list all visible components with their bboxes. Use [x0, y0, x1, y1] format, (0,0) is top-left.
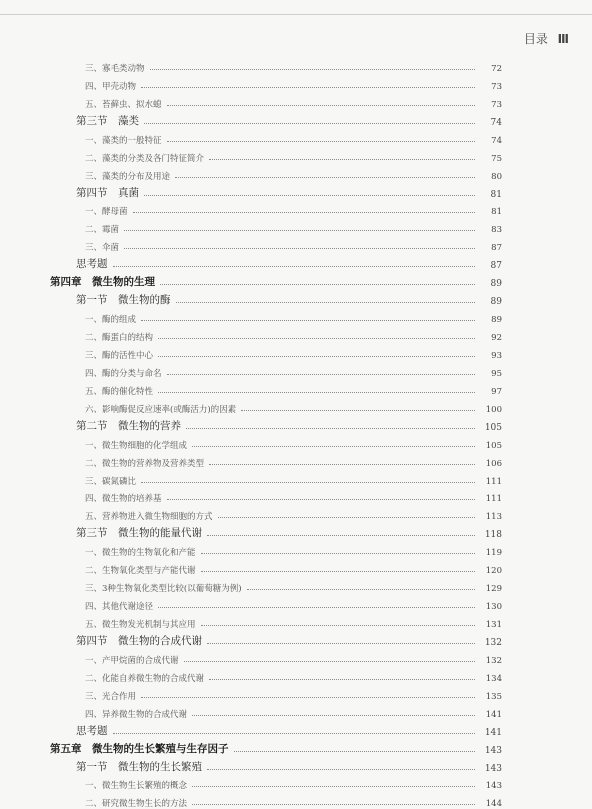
toc-subsection-entry [50, 791, 502, 809]
toc-entry-page: 144 [485, 799, 502, 809]
toc-entry-page: 141 [485, 709, 502, 720]
dot-leader [184, 661, 475, 662]
toc-entry-title: 一、微生物生长繁殖的概念 [85, 781, 188, 792]
toc-chapter-entry [50, 271, 502, 289]
dot-leader [124, 230, 475, 231]
toc-entry-title: 五、微生物发光机制与其应用 [85, 620, 196, 630]
toc-entry-title: 一、酵母菌 [85, 207, 128, 218]
toc-entry-page: 87 [490, 261, 502, 272]
toc-subsection-entry [50, 487, 502, 505]
toc-subsection-entry [50, 594, 502, 612]
toc-subsection-entry [50, 146, 502, 164]
dot-leader [167, 374, 475, 375]
toc-entry-title: 二、生物氧化类型与产能代谢 [85, 566, 196, 577]
toc-entry-page: 111 [485, 494, 502, 505]
top-rule [0, 14, 592, 15]
toc-entry-page: 80 [491, 171, 502, 182]
toc-entry-page: 143 [485, 781, 502, 792]
toc-entry-page: 100 [485, 404, 502, 415]
toc-section-entry [50, 182, 502, 200]
toc-subsection-entry [50, 217, 502, 235]
toc-subsection-entry [50, 684, 502, 702]
toc-section-entry [50, 720, 502, 738]
toc-entry-page: 74 [490, 117, 502, 128]
toc-entry-title: 二、微生物的营养物及营养类型 [85, 458, 205, 469]
toc-entry-page: 72 [491, 63, 502, 74]
dot-leader [209, 679, 475, 680]
toc-section-entry [50, 756, 502, 774]
dot-leader [141, 87, 475, 88]
toc-subsection-entry [50, 702, 502, 720]
toc-entry-title: 六、影响酶促反应速率(或酶活力)的因素 [85, 404, 237, 415]
toc-entry-title: 三、伞菌 [85, 243, 120, 254]
toc-subsection-entry [50, 343, 502, 361]
dot-leader [113, 733, 476, 734]
toc-entry-title: 四、酶的分类与命名 [85, 368, 162, 379]
toc-entry-title: 第四节 微生物的合成代谢 [76, 634, 202, 647]
toc-entry-title: 思考题 [76, 258, 108, 271]
toc-entry-title: 二、酶蛋白的结构 [85, 333, 154, 343]
toc-subsection-entry [50, 200, 502, 218]
toc-subsection-entry [50, 433, 502, 451]
toc-entry-title: 第三节 藻类 [76, 114, 139, 127]
toc-entry-title: 第一节 微生物的酶 [76, 294, 171, 307]
toc-entry-title: 三、酶的活性中心 [85, 350, 154, 361]
toc-entry-page: 135 [485, 691, 502, 702]
toc-subsection-entry [50, 469, 502, 487]
header-page-number: Ⅲ [557, 32, 570, 46]
toc-subsection-entry [50, 504, 502, 522]
dot-leader [207, 769, 475, 770]
dot-leader [176, 302, 476, 303]
toc-entry-title: 二、化能自养微生物的合成代谢 [85, 673, 205, 684]
toc-entry-page: 118 [484, 530, 502, 541]
toc-subsection-entry [50, 235, 502, 253]
toc-section-entry [50, 630, 502, 648]
toc-entry-page: 131 [485, 620, 502, 630]
toc-subsection-entry [50, 164, 502, 182]
toc-entry-title: 一、酶的组成 [85, 315, 137, 326]
toc-entry-page: 143 [484, 763, 502, 774]
toc-entry-title: 一、藻类的一般特征 [85, 135, 162, 146]
toc-entry-title: 二、霉菌 [85, 225, 120, 236]
toc-entry-page: 95 [491, 368, 502, 379]
dot-leader [218, 517, 475, 518]
toc-entry-page: 97 [491, 386, 502, 397]
dot-leader [158, 392, 475, 393]
dot-leader [144, 123, 475, 124]
toc-subsection-entry [50, 612, 502, 630]
toc-entry-page: 73 [491, 99, 502, 110]
toc-entry-page: 119 [485, 548, 502, 559]
toc-subsection-entry [50, 379, 502, 397]
toc-subsection-entry [50, 128, 502, 146]
dot-leader [144, 195, 475, 196]
toc-section-entry [50, 253, 502, 271]
toc-entry-title: 一、微生物的生物氧化和产能 [85, 548, 196, 559]
dot-leader [113, 266, 476, 267]
toc-entry-page: 92 [491, 333, 502, 343]
toc-entry-page: 83 [491, 225, 502, 236]
toc-subsection-entry [50, 774, 502, 792]
dot-leader [150, 69, 475, 70]
toc-entry-page: 93 [491, 350, 502, 361]
toc-entry-title: 四、其他代谢途径 [85, 602, 154, 613]
toc-entry-page: 89 [490, 279, 502, 290]
table-of-contents [50, 56, 502, 809]
toc-entry-page: 89 [491, 315, 502, 326]
header-title: 目录 [523, 32, 548, 46]
toc-entry-page: 73 [491, 81, 502, 92]
toc-entry-title: 第四章 微生物的生理 [50, 276, 155, 289]
toc-subsection-entry [50, 666, 502, 684]
toc-entry-title: 三、光合作用 [85, 691, 137, 702]
toc-subsection-entry [50, 74, 502, 92]
toc-entry-title: 二、藻类的分类及各门特征简介 [85, 153, 205, 164]
toc-entry-title: 三、藻类的分布及用途 [85, 171, 171, 182]
toc-entry-title: 第三节 微生物的能量代谢 [76, 527, 202, 540]
toc-subsection-entry [50, 92, 502, 110]
dot-leader [207, 643, 475, 644]
toc-subsection-entry [50, 361, 502, 379]
dot-leader [141, 482, 475, 483]
dot-leader [192, 804, 475, 805]
toc-entry-title: 三、寡毛类动物 [85, 63, 145, 74]
toc-entry-page: 141 [484, 727, 502, 738]
dot-leader [192, 715, 475, 716]
dot-leader [207, 535, 475, 536]
toc-entry-title: 第二节 微生物的营养 [76, 419, 181, 432]
toc-entry-title: 三、碳氮磷比 [85, 476, 137, 487]
toc-subsection-entry [50, 56, 502, 74]
dot-leader [124, 248, 475, 249]
toc-section-entry [50, 110, 502, 128]
toc-section-entry [50, 289, 502, 307]
toc-entry-page: 130 [485, 602, 502, 613]
dot-leader [241, 410, 475, 411]
toc-entry-page: 105 [484, 422, 502, 433]
toc-entry-page: 75 [491, 153, 502, 164]
toc-entry-page: 81 [491, 207, 502, 218]
toc-entry-title: 三、3种生物氧化类型比较(以葡萄糖为例) [85, 584, 242, 595]
toc-section-entry [50, 415, 502, 433]
toc-entry-title: 思考题 [76, 724, 108, 737]
toc-entry-title: 四、微生物的培养基 [85, 494, 162, 505]
toc-subsection-entry [50, 558, 502, 576]
toc-entry-title: 五、营养物进入微生物细胞的方式 [85, 512, 213, 523]
toc-entry-page: 143 [484, 745, 502, 756]
toc-entry-title: 二、研究微生物生长的方法 [85, 799, 188, 809]
dot-leader [167, 499, 475, 500]
toc-subsection-entry [50, 397, 502, 415]
toc-entry-page: 134 [485, 673, 502, 684]
dot-leader [167, 105, 475, 106]
dot-leader [141, 697, 475, 698]
toc-entry-title: 第五章 微生物的生长繁殖与生存因子 [50, 742, 229, 755]
toc-entry-title: 四、异养微生物的合成代谢 [85, 709, 188, 720]
toc-entry-page: 87 [491, 243, 502, 254]
dot-leader [192, 446, 475, 447]
toc-entry-page: 129 [485, 584, 502, 595]
dot-leader [167, 141, 475, 142]
toc-subsection-entry [50, 451, 502, 469]
toc-subsection-entry [50, 648, 502, 666]
toc-entry-page: 120 [485, 566, 502, 577]
toc-chapter-entry [50, 738, 502, 756]
toc-entry-page: 132 [485, 655, 502, 666]
toc-entry-page: 113 [485, 512, 502, 523]
dot-leader [133, 212, 475, 213]
toc-entry-title: 一、产甲烷菌的合成代谢 [85, 655, 179, 666]
dot-leader [158, 607, 475, 608]
toc-entry-page: 105 [485, 440, 502, 451]
dot-leader [141, 320, 475, 321]
dot-leader [186, 428, 475, 429]
dot-leader [209, 159, 475, 160]
toc-entry-page: 81 [490, 189, 502, 200]
toc-section-entry [50, 522, 502, 540]
dot-leader [201, 553, 475, 554]
toc-entry-title: 第一节 微生物的生长繁殖 [76, 760, 202, 773]
toc-entry-title: 五、苔藓虫、拟水螅 [85, 99, 162, 110]
toc-entry-title: 第四节 真菌 [76, 186, 139, 199]
dot-leader [158, 338, 475, 339]
dot-leader [234, 751, 476, 752]
toc-entry-title: 五、酶的催化特性 [85, 386, 154, 397]
toc-subsection-entry [50, 540, 502, 558]
dot-leader [247, 589, 475, 590]
toc-entry-page: 89 [490, 297, 502, 308]
toc-entry-page: 132 [484, 637, 502, 648]
dot-leader [158, 356, 475, 357]
toc-entry-page: 74 [491, 135, 502, 146]
dot-leader [201, 625, 475, 626]
page-header [524, 30, 570, 47]
dot-leader [160, 284, 475, 285]
dot-leader [209, 464, 475, 465]
toc-subsection-entry [50, 307, 502, 325]
dot-leader [175, 177, 475, 178]
toc-subsection-entry [50, 325, 502, 343]
toc-subsection-entry [50, 576, 502, 594]
toc-entry-title: 一、微生物细胞的化学组成 [85, 440, 188, 451]
dot-leader [201, 571, 475, 572]
toc-entry-page: 106 [485, 458, 502, 469]
toc-entry-title: 四、甲壳动物 [85, 81, 137, 92]
dot-leader [192, 786, 475, 787]
toc-entry-page: 111 [485, 476, 502, 487]
